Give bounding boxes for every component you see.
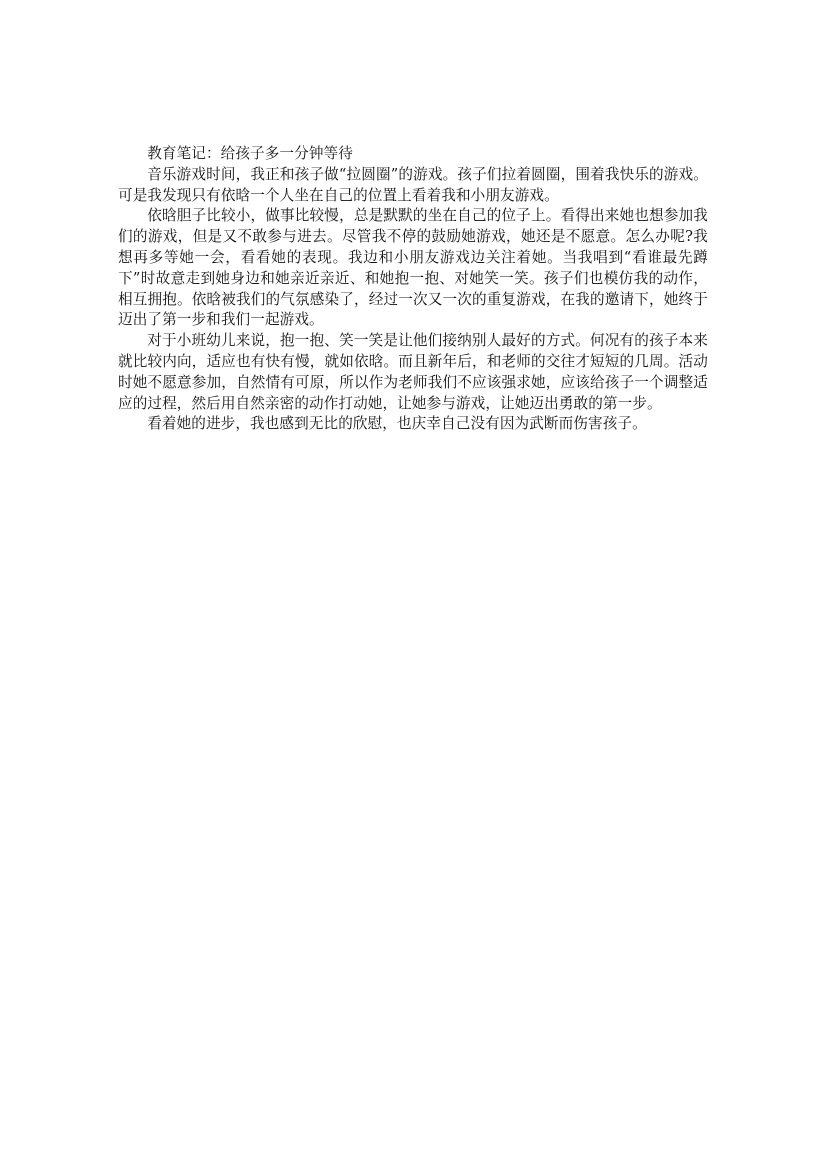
document-body bbox=[118, 144, 708, 435]
paragraph-3: 对于小班幼儿来说，抱一抱、笑一笑是让他们接纳别人最好的方式。何况有的孩子本来就比较内向，适应也有快有慢，就如依晗。而且新年后，和老师的交往才短短的几周。活动时她不愿意参加，自然情有可原，所以作为老师我们不应该强求她，应该给孩子一个调整适应的过程，然后用自然亲密的动作打动她，让她参与游戏，让她迈出勇敢的第一步。 bbox=[118, 332, 708, 412]
document-title: 教育笔记：给孩子多一分钟等待 bbox=[147, 145, 353, 162]
paragraph-4: 看着她的进步，我也感到无比的欣慰，也庆幸自己没有因为武断而伤害孩子。 bbox=[147, 415, 647, 433]
paragraph-1: 音乐游戏时间，我正和孩子做“拉圆圈”的游戏。孩子们拉着圆圈，围着我快乐的游戏。可是我发现只有依晗一个人坐在自己的位置上看着我和小朋友游戏。 bbox=[118, 165, 708, 204]
paragraph-2: 依晗胆子比较小，做事比较慢，总是默默的坐在自己的位子上。看得出来她也想参加我们的游戏，但是又不敢参与进去。尽管我不停的鼓励她游戏，她还是不愿意。怎么办呢?我想再多等她一会，看看她的表现。我边和小朋友游戏边关注着她。当我唱到“看谁最先蹲下”时故意走到她身边和她亲近亲近、和她抱一抱、对她笑一笑。孩子们也模仿我的动作，相互拥抱。依晗被我们的气氛感染了，经过一次又一次的重复游戏，在我的邀请下，她终于迈出了第一步和我们一起游戏。 bbox=[118, 207, 708, 329]
